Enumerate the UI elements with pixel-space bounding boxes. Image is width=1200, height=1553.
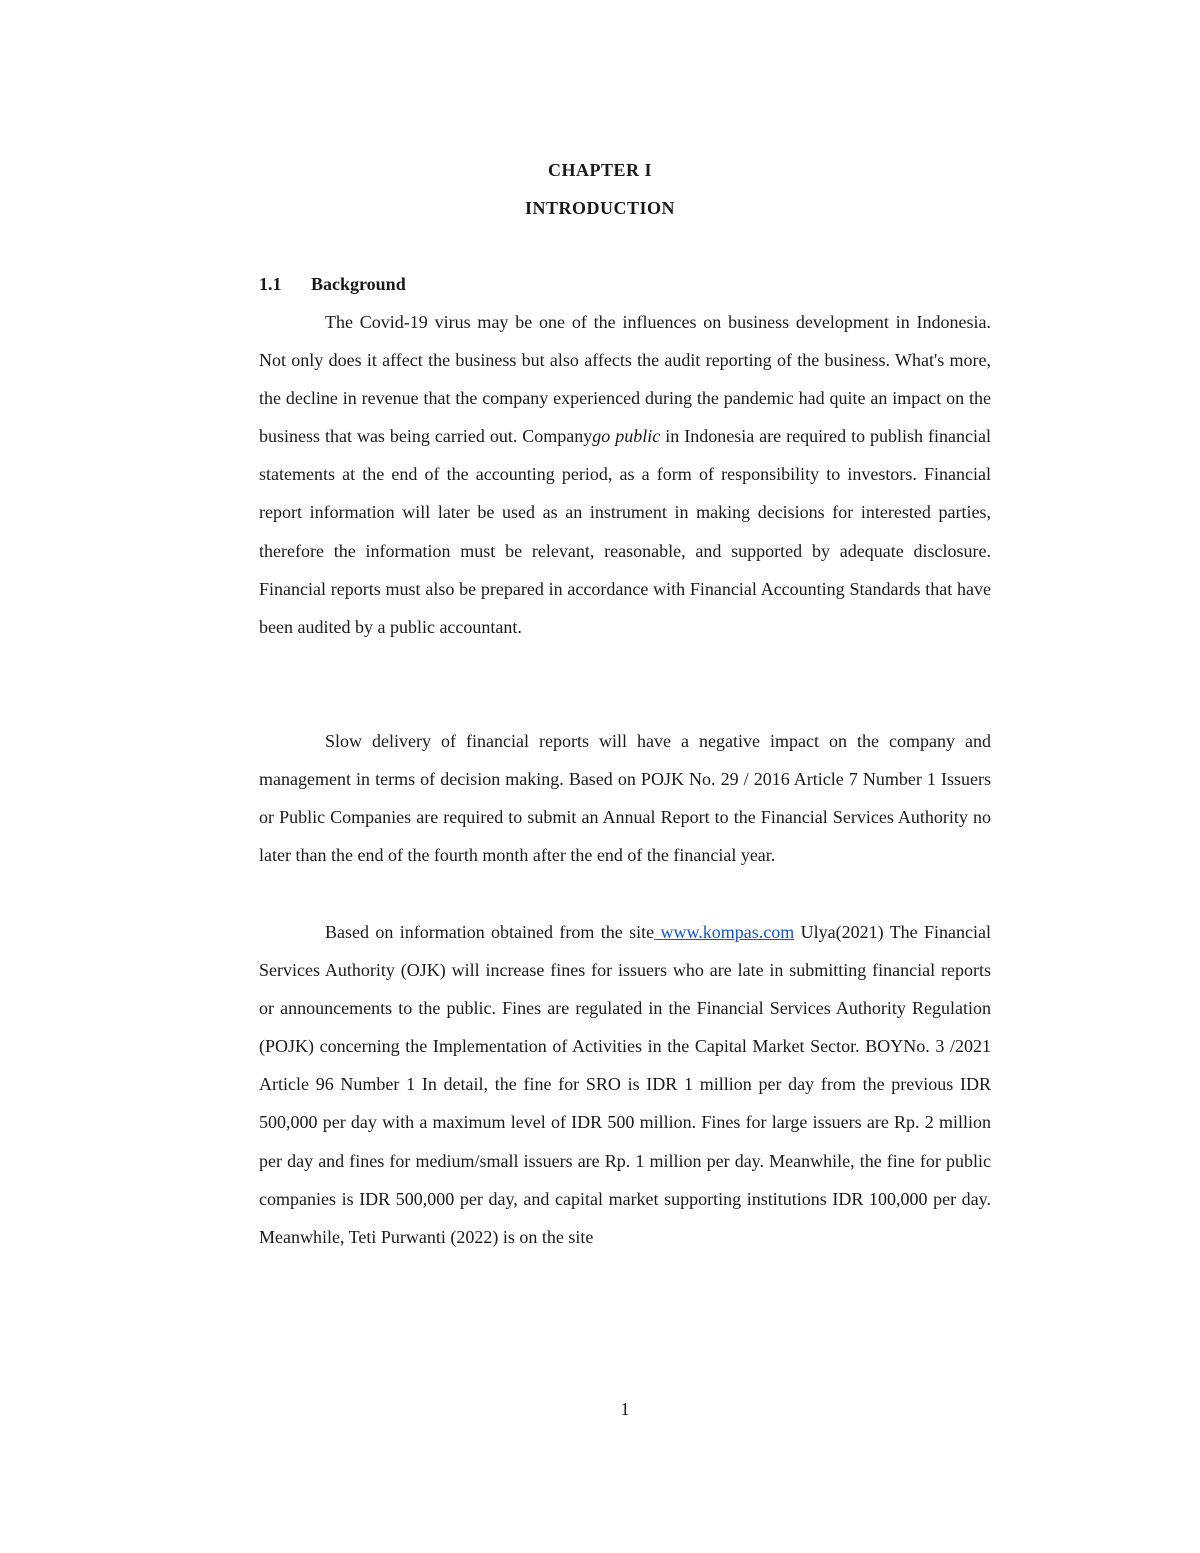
paragraph-covid-impact: [259, 303, 991, 646]
chapter-subtitle: INTRODUCTION: [524, 198, 676, 218]
paragraph-ojk-fines: [259, 913, 991, 1256]
section-number: 1.1: [259, 274, 282, 294]
page-number: 1: [620, 1399, 630, 1419]
paragraph-text: Ulya(2021) The Financial Services Authority (OJK) will increase fines for issuers who are late in submitting financial reports or announcements to the public. Fines are regulated in the Financial Services Authority Regulation (POJK) concerning the Implementation of Activities in the Capital Market Sector. BOYNo. 3 /2021 Article 96 Number 1 In detail, the fine for SRO is IDR 1 million per day from the previous IDR 500,000 per day with a maximum level of IDR 500 million. Fines for large issuers are Rp. 2 million per day and fines for medium/small issuers are Rp. 1 million per day. Meanwhile, the fine for public companies is IDR 500,000 per day, and capital market supporting institutions IDR 100,000 per day. Meanwhile, Teti Purwanti (2022) is on the site: [259, 922, 991, 1247]
italic-term: go public: [592, 426, 661, 447]
section-title: Background: [311, 274, 406, 294]
section-heading: [259, 274, 406, 295]
paragraph-text: in Indonesia are required to publish financial statements at the end of the accounting period, as a form of responsibility to investors. Financial report information will later be used as an instrument in making decisions for interested parties, therefore the information must be relevant, reasonable, and supported by adequate disclosure. Financial reports must also be prepared in accordance with Financial Accounting Standards that have been audited by a public accountant.: [259, 426, 991, 637]
paragraph-slow-delivery: [259, 722, 991, 874]
paragraph-text: Based on information obtained from the site: [325, 922, 655, 942]
paragraph-text: The Covid-19 virus may be one of the influences on business development in Indonesia. Not only does it affect the business but also affects the audit reporting of the business. What's more, the decline in revenue that the company experienced during the pandemic had quite an impact on the business that was being carried out. Company: [259, 312, 991, 447]
chapter-title: CHAPTER I: [547, 160, 652, 180]
paragraph-text: Slow delivery of financial reports will have a negative impact on the company and management in terms of decision making. Based on POJK No. 29 / 2016 Article 7 Number 1 Issuers or Public Companies are required to submit an Annual Report to the Financial Services Authority no later than the end of the fourth month after the end of the financial year.: [259, 731, 991, 866]
kompas-link[interactable]: www.kompas.com: [654, 922, 795, 942]
